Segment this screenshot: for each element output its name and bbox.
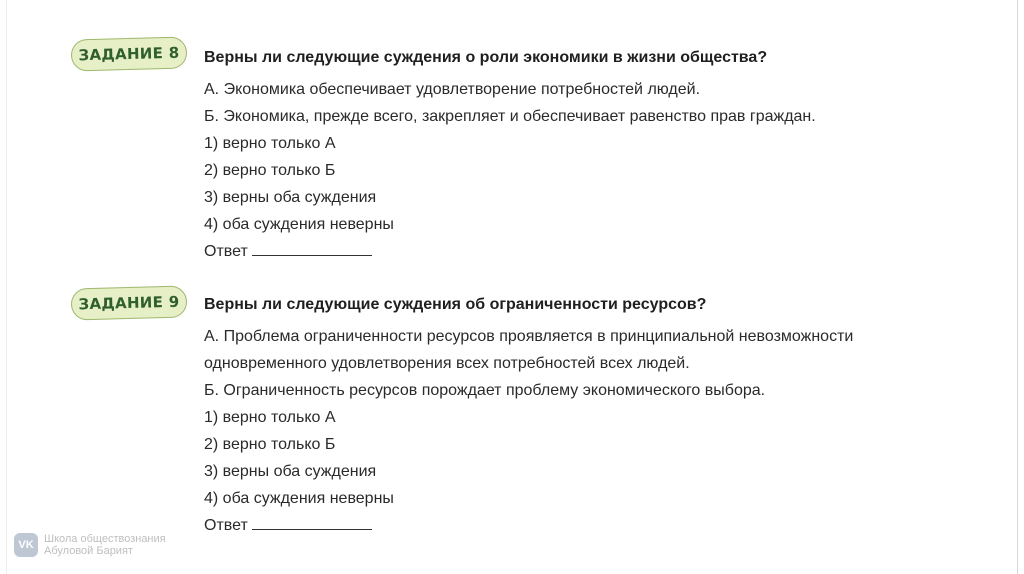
watermark-text: [44, 533, 166, 557]
option-3: 3) верны оба суждения: [204, 463, 377, 480]
answer-label: Ответ: [204, 517, 248, 534]
watermark: [14, 533, 166, 557]
vk-logo-icon: VK: [14, 533, 38, 557]
statement-a: А. Экономика обеспечивает удовлетворение потребностей людей.: [204, 81, 701, 98]
option-3: 3) верны оба суждения: [204, 189, 377, 206]
task-content: [204, 295, 994, 539]
watermark-line-2: Абуловой Барият: [44, 545, 133, 557]
task-content: [204, 48, 994, 265]
statement-a: А. Проблема ограниченности ресурсов проявляется в принципиальной невозможности: [204, 328, 854, 345]
statement-b: Б. Ограниченность ресурсов порождает проблему экономического выбора.: [204, 382, 766, 399]
option-1: 1) верно только А: [204, 409, 336, 426]
option-4: 4) оба суждения неверны: [204, 216, 394, 233]
slide-right-border: [1017, 0, 1018, 574]
option-2: 2) верно только Б: [204, 436, 336, 453]
answer-blank[interactable]: [252, 241, 372, 256]
slide-left-border: [6, 0, 7, 574]
statement-a-cont: одновременного удовлетворения всех потребностей всех людей.: [204, 355, 690, 372]
answer-label: Ответ: [204, 243, 248, 260]
watermark-line-1: Школа обществознания: [44, 533, 166, 545]
task-question: Верны ли следующие суждения о роли экономики в жизни общества?: [204, 49, 768, 66]
answer-blank[interactable]: [252, 515, 372, 530]
task-question: Верны ли следующие суждения об ограниченности ресурсов?: [204, 296, 707, 313]
option-2: 2) верно только Б: [204, 162, 336, 179]
option-4: 4) оба суждения неверны: [204, 490, 394, 507]
answer-row: [204, 512, 994, 539]
task-badge: ЗАДАНИЕ 8: [71, 36, 188, 71]
option-1: 1) верно только А: [204, 135, 336, 152]
task-badge: ЗАДАНИЕ 9: [71, 285, 188, 320]
answer-row: [204, 238, 994, 265]
statement-b: Б. Экономика, прежде всего, закрепляет и обеспечивает равенство прав граждан.: [204, 108, 816, 125]
